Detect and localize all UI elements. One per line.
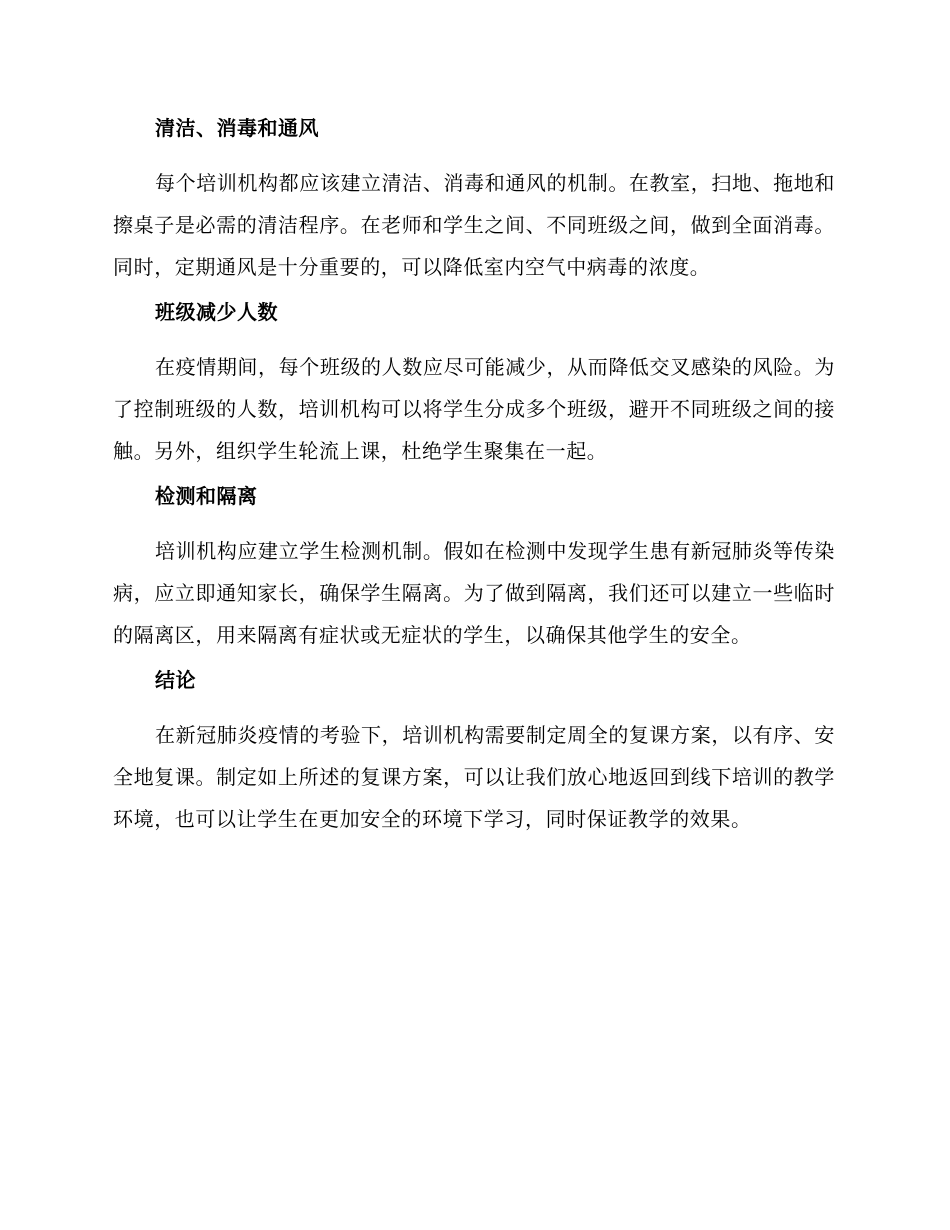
section-heading: 检测和隔离 [155,484,258,508]
section-paragraph: 每个培训机构都应该建立清洁、消毒和通风的机制。在教室，扫地、拖地和擦桌子是必需的清洁程序。在老师和学生之间、不同班级之间，做到全面消毒。同时，定期通风是十分重要的，可以降低室内空气中病毒的浓度。 [113,171,835,279]
section-paragraph: 在新冠肺炎疫情的考验下，培训机构需要制定周全的复课方案，以有序、安全地复课。制定如上所述的复课方案，可以让我们放心地返回到线下培训的教学环境，也可以让学生在更加安全的环境下学习，同时保证教学的效果。 [113,723,835,831]
section-paragraph: 在疫情期间，每个班级的人数应尽可能减少，从而降低交叉感染的风险。为了控制班级的人数，培训机构可以将学生分成多个班级，避开不同班级之间的接触。另外，组织学生轮流上课，杜绝学生聚集在一起。 [113,355,835,463]
section-heading: 结论 [155,668,196,692]
section-heading: 清洁、消毒和通风 [155,116,319,140]
section-testing-isolation [113,480,835,656]
section-paragraph: 培训机构应建立学生检测机制。假如在检测中发现学生患有新冠肺炎等传染病，应立即通知家长，确保学生隔离。为了做到隔离，我们还可以建立一些临时的隔离区，用来隔离有症状或无症状的学生，以确保其他学生的安全。 [113,539,835,647]
section-cleaning [113,112,835,288]
section-heading: 班级减少人数 [155,300,278,324]
section-class-size [113,296,835,472]
document-page [113,112,835,848]
section-conclusion [113,664,835,840]
